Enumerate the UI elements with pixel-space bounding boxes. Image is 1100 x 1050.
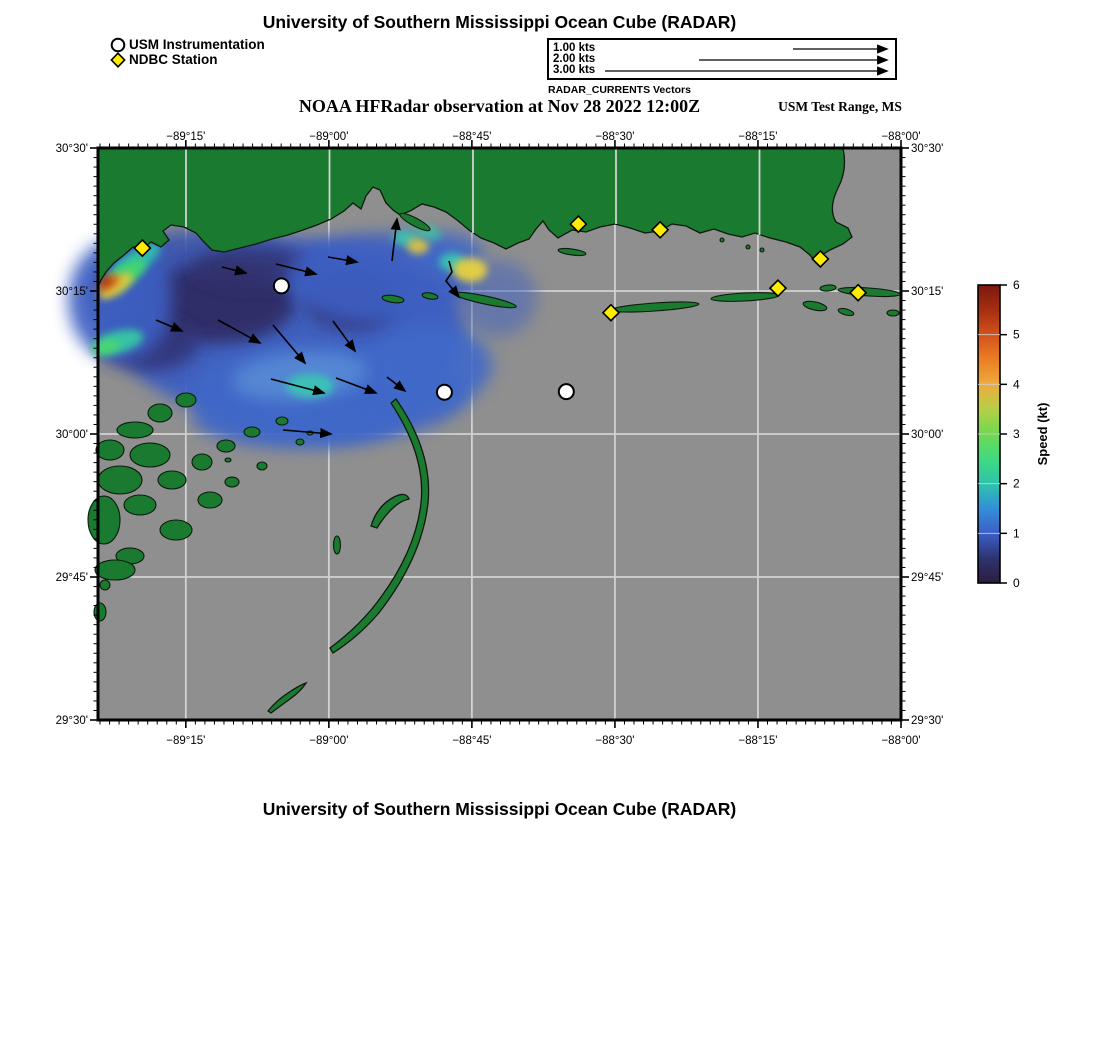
vector-scale-caption: RADAR_CURRENTS Vectors bbox=[548, 84, 691, 96]
lon-label: −88°00' bbox=[881, 131, 921, 143]
lon-label: −88°15' bbox=[738, 735, 778, 747]
colorbar-tick-label: 2 bbox=[1013, 476, 1020, 491]
vector-scale-arrows bbox=[549, 40, 894, 77]
island bbox=[746, 245, 750, 249]
colorbar-tick-label: 4 bbox=[1013, 377, 1020, 392]
speed-blob bbox=[453, 258, 487, 282]
island bbox=[720, 238, 724, 242]
lon-label: −89°15' bbox=[166, 735, 206, 747]
lon-label: −88°45' bbox=[452, 131, 492, 143]
island bbox=[117, 422, 153, 438]
lon-label: −88°45' bbox=[452, 735, 492, 747]
island bbox=[887, 310, 899, 316]
legend-label-usm: USM Instrumentation bbox=[129, 37, 265, 52]
colorbar-tick-label: 1 bbox=[1013, 526, 1020, 541]
lat-label: 29°45' bbox=[911, 572, 944, 584]
island bbox=[88, 496, 120, 544]
usm-station-marker bbox=[559, 384, 574, 399]
vector-scale-label-2: 2.00 kts bbox=[553, 53, 596, 65]
lat-label: 30°15' bbox=[55, 286, 88, 298]
vector-scale-label-1: 1.00 kts bbox=[553, 42, 596, 54]
ndbc-diamond-icon bbox=[110, 52, 127, 68]
legend-row-usm bbox=[110, 37, 265, 52]
vector-scale-label-3: 3.00 kts bbox=[553, 64, 596, 76]
island bbox=[225, 477, 239, 487]
island bbox=[760, 248, 764, 252]
lat-label: 29°45' bbox=[55, 572, 88, 584]
colorbar-tick-label: 0 bbox=[1013, 576, 1020, 590]
bottom-title: University of Southern Mississippi Ocean Cube (RADAR) bbox=[262, 799, 737, 819]
lat-label: 30°30' bbox=[55, 143, 88, 155]
lon-label: −88°15' bbox=[738, 131, 778, 143]
island bbox=[276, 417, 288, 425]
island bbox=[176, 393, 196, 407]
island bbox=[217, 440, 235, 452]
lat-label: 29°30' bbox=[911, 715, 944, 727]
usm-station-marker bbox=[437, 385, 452, 400]
speed-blob bbox=[286, 374, 334, 398]
lon-label: −89°00' bbox=[309, 735, 349, 747]
colorbar bbox=[978, 278, 1050, 590]
island bbox=[334, 536, 341, 554]
top-title: University of Southern Mississippi Ocean Cube (RADAR) bbox=[262, 12, 737, 32]
map-legend bbox=[110, 37, 265, 67]
vector-scale-box bbox=[547, 38, 897, 80]
island bbox=[158, 471, 186, 489]
legend-label-ndbc: NDBC Station bbox=[129, 52, 218, 67]
usm-station-marker bbox=[274, 278, 289, 293]
island bbox=[192, 454, 212, 470]
island bbox=[124, 495, 156, 515]
island bbox=[130, 443, 170, 467]
island bbox=[198, 492, 222, 508]
region-label: USM Test Range, MS bbox=[778, 99, 902, 114]
lat-label: 30°00' bbox=[911, 429, 944, 441]
speed-blob bbox=[368, 326, 492, 406]
colorbar-tick-label: 5 bbox=[1013, 327, 1020, 342]
lat-label: 30°00' bbox=[55, 429, 88, 441]
usm-circle-icon bbox=[110, 37, 127, 53]
island bbox=[95, 560, 135, 580]
island bbox=[225, 458, 231, 462]
lon-label: −89°00' bbox=[309, 131, 349, 143]
island bbox=[296, 439, 304, 445]
speed-blob bbox=[407, 238, 429, 254]
legend-row-ndbc bbox=[110, 52, 265, 67]
lon-label: −88°30' bbox=[595, 131, 635, 143]
island bbox=[160, 520, 192, 540]
lat-label: 29°30' bbox=[55, 715, 88, 727]
lat-label: 30°30' bbox=[911, 143, 944, 155]
lat-label: 30°15' bbox=[911, 286, 944, 298]
lon-label: −88°00' bbox=[881, 735, 921, 747]
island bbox=[100, 580, 110, 590]
colorbar-title: Speed (kt) bbox=[1035, 402, 1050, 466]
lon-label: −89°15' bbox=[166, 131, 206, 143]
lon-label: −88°30' bbox=[595, 735, 635, 747]
island bbox=[148, 404, 172, 422]
island bbox=[98, 466, 142, 494]
observation-subtitle: NOAA HFRadar observation at Nov 28 2022 12:00Z bbox=[298, 96, 701, 116]
island bbox=[96, 440, 124, 460]
colorbar-tick-label: 3 bbox=[1013, 427, 1020, 441]
colorbar-tick-label: 6 bbox=[1013, 278, 1020, 292]
island bbox=[257, 462, 267, 470]
island bbox=[244, 427, 260, 437]
